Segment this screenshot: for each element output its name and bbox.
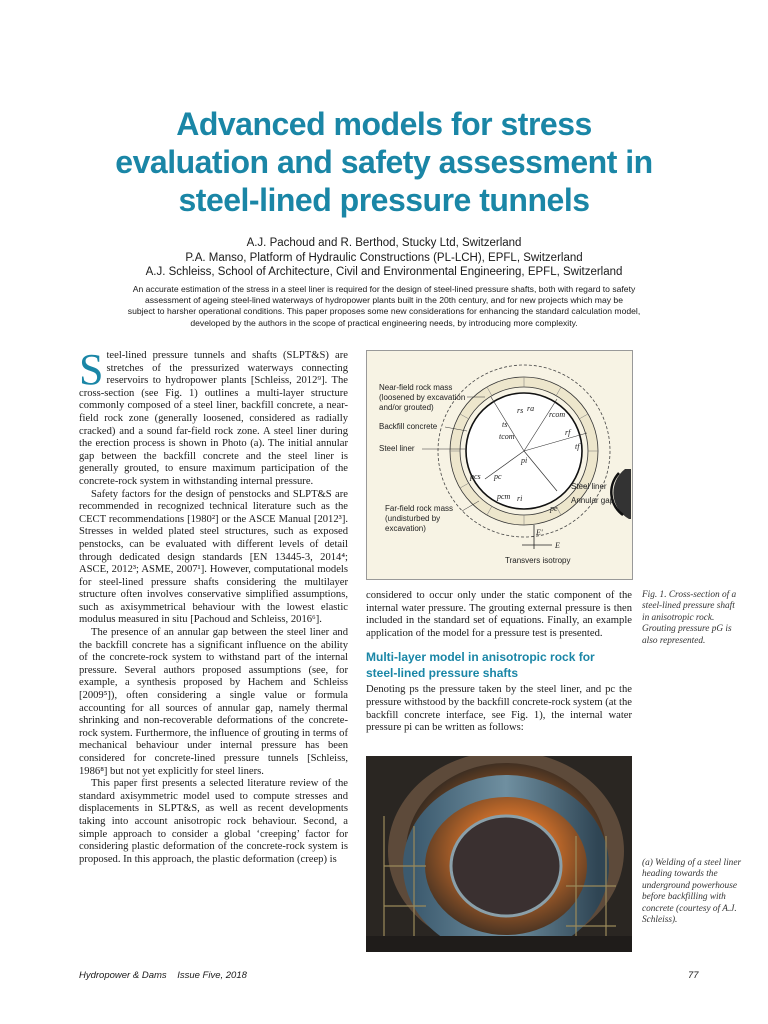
symbol-rs: rs [517,406,524,415]
label-far-field-sub: (undisturbed by [385,514,441,523]
label-near-field: Near-field rock mass [379,383,453,392]
symbol-pe: pe [550,504,558,513]
label-backfill: Backfill concrete [379,422,438,431]
abstract-line: subject to harsher operational conditions. This paper proposes some new considerations for enhancing the standard calculation model, [127,306,641,317]
symbol-rf: rf [565,428,571,437]
title-line-1: Advanced models for stress [176,106,592,142]
symbol-e: E [555,541,560,550]
label-far-field: Far-field rock mass [385,504,454,513]
paragraph: This paper first presents a selected literature review of the standard axisymmetric model used to compute stresses and displacements in SLPT&S, as well as recent developments taking into account anisotropic rock behaviour. Second, a simple approach to consider a global ‘creeping’ factor for considering plastic deformation of the concrete-rock system is proposed. In this approach, the plastic deformation (creep) is [79,778,348,865]
section-heading-line: Multi-layer model in anisotropic rock for [366,650,595,665]
symbol-pcs: pcs [470,472,481,481]
label-far-field-sub: excavation) [385,524,426,533]
paragraph-text: teel-lined pressure tunnels and shafts (SLPT&S) are stretches of the pressurized waterways connecting reservoirs to hydropower plants [Schleiss, 2012⁹]. The cross-section (see Fig. 1) outlines a multi-layer structure commonly composed of a steel liner, backfill concrete, a near-field rock zone (generally loosened, considered as radially cracked) and a sound far-field rock zone. A steel liner during the erection process is shown in Photo (a). The initial annular gap between the backfill concrete and the steel liner is generally grouted, to ensure maximum participation of the concrete-rock system in withstanding internal pressure. [79,350,348,487]
section-heading [366,649,632,681]
symbol-rcom: rcom [549,410,566,419]
paragraph: Denoting ps the pressure taken by the steel liner, and pc the pressure withstood by the backfill concrete-rock system (at the backfill concrete interface, see Fig. 1), the internal water pressure pi can be written as follows: [366,684,632,734]
tunnel-photo-illustration [366,756,632,952]
label-steel-liner-detail: Steel liner [571,482,607,491]
author-line: P.A. Manso, Platform of Hydraulic Constructions (PL-LCH), EPFL, Switzerland [185,251,583,264]
abstract-line: developed by the authors in the scope of practical engineering needs, by introducing more complexity. [190,317,578,328]
symbol-pcm: pcm [497,492,511,501]
photo-caption: (a) Welding of a steel liner heading towards the underground powerhouse before backfilling with concrete (courtesy of A.J. Schleiss). [642,858,742,926]
symbol-pc: pc [494,472,502,481]
body-column-1 [79,345,348,866]
label-near-field-sub: and/or grouted) [379,403,434,412]
author-line: A.J. Pachoud and R. Berthod, Stucky Ltd, Switzerland [246,237,522,249]
cross-section-svg [367,351,632,579]
label-transvers-isotropy: Transvers isotropy [505,556,571,565]
symbol-tcom: tcom [499,432,515,441]
author-list [40,236,728,280]
drop-cap: S [79,345,104,394]
construction-photo [366,756,632,952]
journal-footer: Hydropower & Dams Issue Five, 2018 [79,970,247,981]
title-line-3: steel-lined pressure tunnels [178,182,590,218]
title-line-2: evaluation and safety assessment in [115,144,653,180]
figure-1-diagram [366,350,633,580]
liner-interior [451,816,561,916]
label-steel-liner: Steel liner [379,444,415,453]
page-number: 77 [688,970,699,981]
paragraph: Safety factors for the design of penstocks and SLPT&S are recommended in recognized technical literature such as the CECT recommendations [1980²] or the ASCE Manual [2012³]. Stresses in welded plated steel structures, such as exposed penstocks, can be evaluated with different levels of detail through dedicated design standards [EN 13445-3, 2014⁴; ASCE, 2012³; ASME, 2007¹]. However, computational models for steel-lined pressure shafts considering the multilayer structure often involves conservative simplified assumptions, such as axisymmetrical behaviour with the lowest elastic modulus measured in situ [Pachoud and Schleiss, 2016⁶]. [79,488,348,626]
abstract-line: assessment of ageing steel-lined waterways of hydropower plants built in the 20th century, and for new projects which may be [144,295,623,306]
abstract-line: An accurate estimation of the stress in a steel liner is required for the design of steel-lined pressure shafts, both with regard to safety [132,284,636,294]
symbol-ra: ra [527,404,535,413]
paragraph: The presence of an annular gap between the steel liner and the backfill concrete has a significant influence on the ability of the concrete-rock system to withstand part of the internal pressure. Several authors proposed assumptions (see, for example, a synthesis proposed by Hachem and Schleiss [2009⁵]), often considering a single value or formula accounting for all sources of annular gap, namely thermal shrinking and non-recoverable deformations of the concrete-rock system. Furthermore, the influence of grouting in terms of mechanical behaviour under internal pressure has been considered for concrete-lined pressure tunnels [Schleiss, 1986⁸] but not yet explicitly for steel liners. [79,627,348,777]
symbol-tf: tf [575,442,580,451]
label-annular-gap: Annular gap [571,496,615,505]
section-heading-line: steel-lined pressure shafts [366,666,519,681]
symbol-e-prime: E' [536,528,543,537]
body-column-2 [366,590,632,735]
paragraph [79,345,348,489]
label-near-field-sub: (loosened by excavation [379,393,466,402]
abstract [74,284,694,329]
author-line: A.J. Schleiss, School of Architecture, Civil and Environmental Engineering, EPFL, Switzerland [145,266,623,279]
symbol-ri: ri [517,494,523,503]
tunnel-floor [366,936,632,952]
symbol-ts: ts [502,420,508,429]
symbol-pi: pi [521,456,528,465]
figure-1-caption: Fig. 1. Cross-section of a steel-lined pressure shaft in anisotropic rock. Grouting pressure pG is also represented. [642,590,737,646]
article-title [40,105,728,219]
paragraph: considered to occur only under the static component of the internal water pressure. The grouting external pressure is then included in the standard set of equations. Finally, an example application of the model for a pressure test is presented. [366,590,632,639]
